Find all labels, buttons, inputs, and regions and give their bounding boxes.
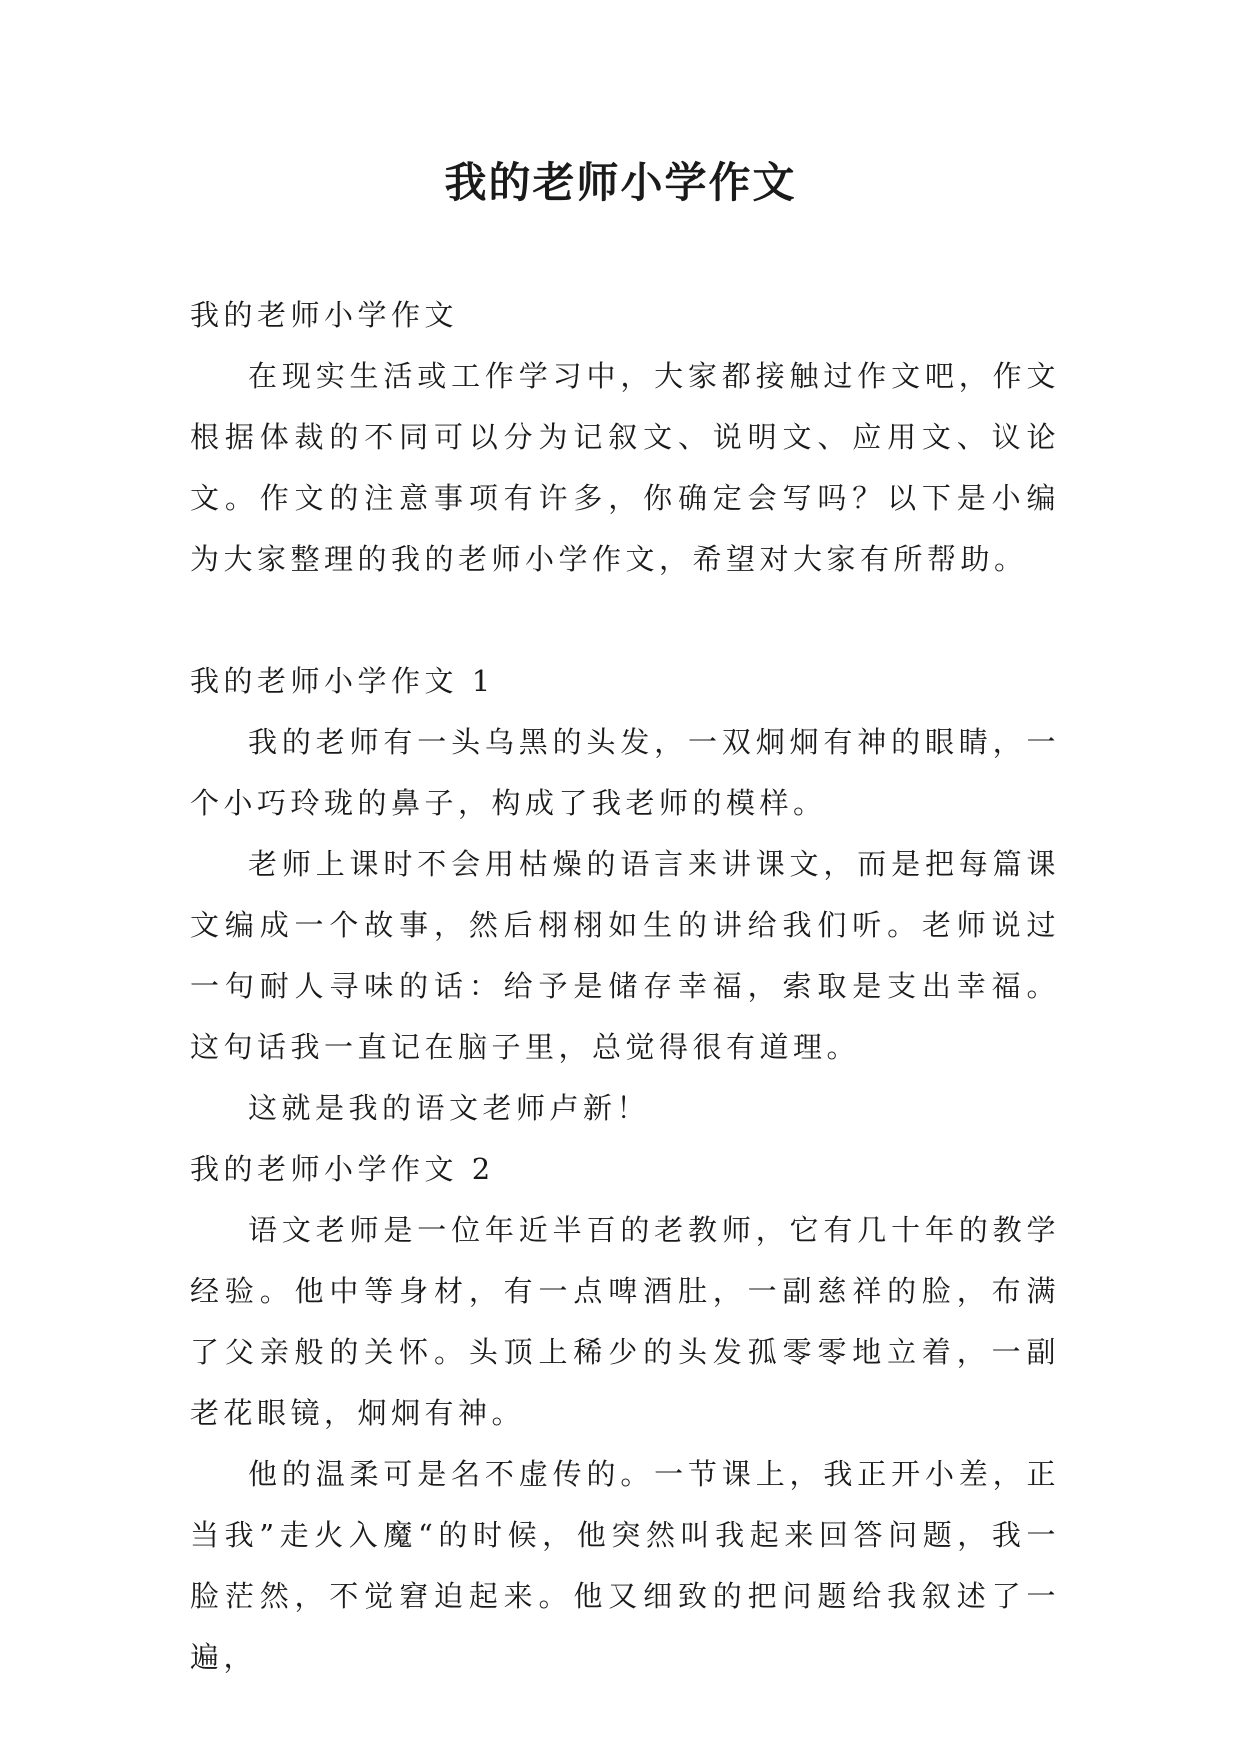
essay1-paragraph: 这就是我的语文老师卢新！	[248, 1091, 651, 1125]
subtitle: 我的老师小学作文	[190, 298, 459, 332]
essay2-paragraph: 他的温柔可是名不虚传的。一节课上，我正开小差，正当我”走火入魔“的时候，他突然叫我起来回答问题，我一脸茫然，不觉窘迫起来。他又细致的把问题给我叙述了一遍，	[190, 1457, 1060, 1674]
section-gap	[190, 590, 1060, 651]
document-body	[190, 285, 1060, 1688]
essay1-paragraph: 我的老师有一头乌黑的头发，一双炯炯有神的眼睛，一个小巧玲珑的鼻子，构成了我老师的模样。	[190, 725, 1060, 820]
essay1-paragraph: 老师上课时不会用枯燥的语言来讲课文，而是把每篇课文编成一个故事，然后栩栩如生的讲给我们听。老师说过一句耐人寻味的话：给予是储存幸福，索取是支出幸福。这句话我一直记在脑子里，总觉得很有道理。	[190, 847, 1060, 1064]
document-title: 我的老师小学作文	[444, 158, 797, 207]
essay1-heading: 我的老师小学作文 1	[190, 664, 495, 698]
intro-paragraph: 在现实生活或工作学习中，大家都接触过作文吧，作文根据体裁的不同可以分为记叙文、说明文、应用文、议论文。作文的注意事项有许多，你确定会写吗？以下是小编为大家整理的我的老师小学作文，希望对大家有所帮助。	[190, 359, 1060, 576]
essay2-paragraph: 语文老师是一位年近半百的老教师，它有几十年的教学经验。他中等身材，有一点啤酒肚，一副慈祥的脸，布满了父亲般的关怀。头顶上稀少的头发孤零零地立着，一副老花眼镜，炯炯有神。	[190, 1213, 1060, 1430]
essay2-heading: 我的老师小学作文 2	[190, 1152, 495, 1186]
